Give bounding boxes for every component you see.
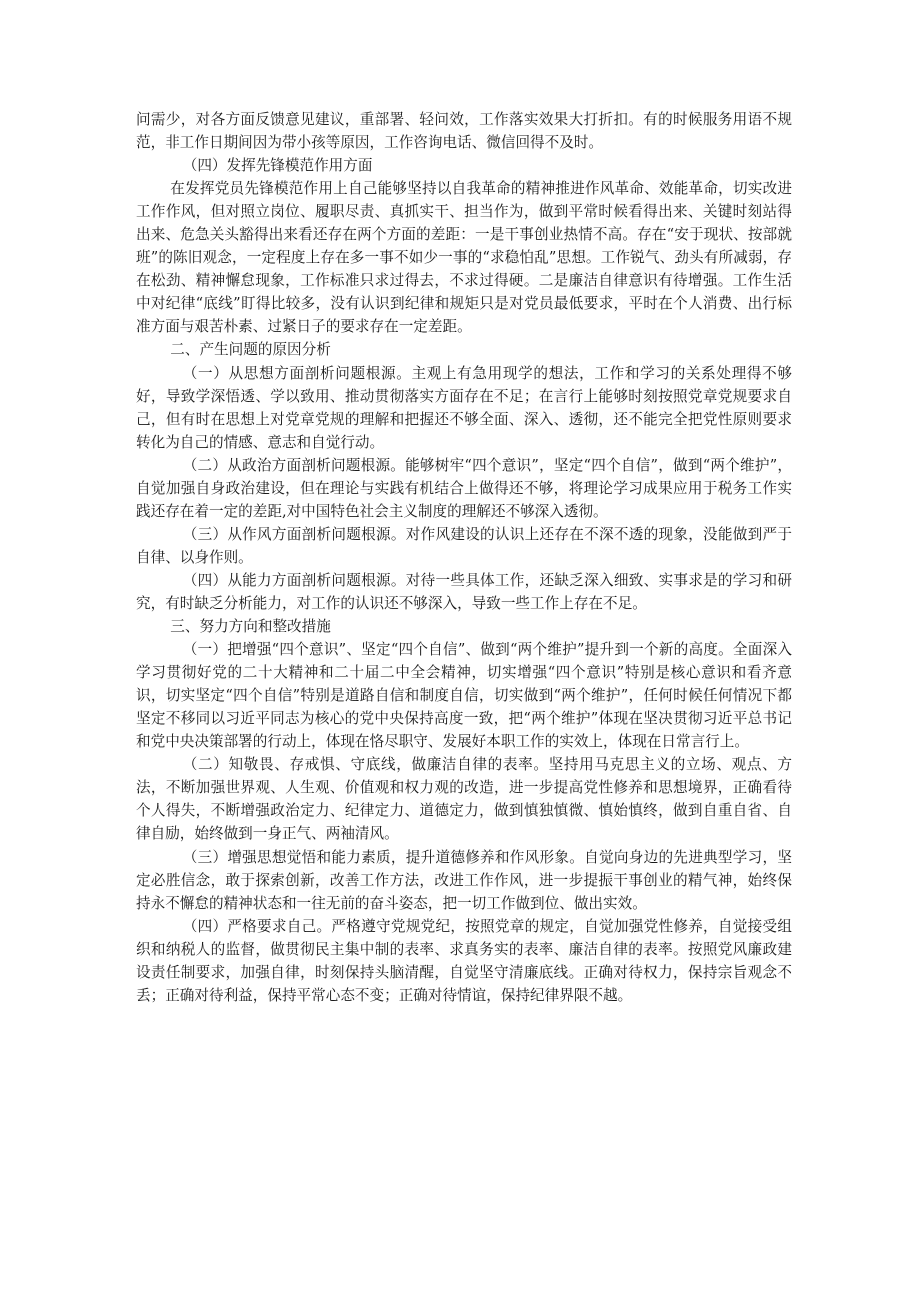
paragraph-measure-3: （三）增强思想觉悟和能力素质，提升道德修养和作风形象。自觉向身边的先进典型学习，坚定必胜信念，敢于探索创新，改善工作方法，改进工作作风，进一步提振干事创业的精气神，始终保持永不懈怠的精神状态和一往无前的奋斗姿态，把一切工作做到位、做出实效。 [136, 848, 792, 912]
section-heading-measures: 三、努力方向和整改措施 [170, 618, 331, 636]
paragraph-cause-politics: （二）从政治方面剖析问题根源。能够树牢“四个意识”，坚定“四个自信”，做到“两个维护”，自觉加强自身政治建设，但在理论与实践有机结合上做得还不够，将理论学习成果应用于税务工作实践还存在着一定的差距,对中国特色社会主义制度的理解还不够深入透彻。 [136, 456, 792, 520]
section-subheading-vanguard-role: （四）发挥先锋模范作用方面 [182, 157, 373, 175]
paragraph-cause-work-style: （三）从作风方面剖析问题根源。对作风建设的认识上还存在不深不透的现象，没能做到严于自律、以身作则。 [136, 525, 792, 566]
paragraph-measure-4: （四）严格要求自己。严格遵守党规党纪，按照党章的规定，自觉加强党性修养，自觉接受组织和纳税人的监督，做贯彻民主集中制的表率、求真务实的表率、廉洁自律的表率。按照党风廉政建设责任制要求，加强自律，时刻保持头脑清醒，自觉坚守清廉底线。正确对待权力，保持宗旨观念不丢；正确对待利益，保持平常心态不变；正确对待情谊，保持纪律界限不越。 [136, 917, 792, 1004]
paragraph-measure-2: （二）知敬畏、存戒惧、守底线，做廉洁自律的表率。坚持用马克思主义的立场、观点、方法，不断加强世界观、人生观、价值观和权力观的改造，进一步提高党性修养和思想境界，正确看待个人得失，不断增强政治定力、纪律定力、道德定力，做到慎独慎微、慎始慎终，做到自重自省、自律自励，始终做到一身正气、两袖清风。 [136, 756, 792, 843]
document-body [136, 108, 792, 1007]
paragraph-continuation: 问需少，对各方面反馈意见建议，重部署、轻问效，工作落实效果大打折扣。有的时候服务用语不规范，非工作日期间因为带小孩等原因，工作咨询电话、微信回得不及时。 [136, 111, 792, 152]
paragraph-vanguard-role: 在发挥党员先锋模范作用上自己能够坚持以自我革命的精神推进作风革命、效能革命，切实改进工作作风，但对照立岗位、履职尽责、真抓实干、担当作为，做到平常时候看得出来、关键时刻站得出来、危急关头豁得出来看还存在两个方面的差距：一是干事创业热情不高。存在“安于现状、按部就班”的陈旧观念，一定程度上存在多一事不如少一事的“求稳怕乱”思想。工作锐气、劲头有所减弱，存在松劲、精神懈怠现象，工作标准只求过得去，不求过得硬。二是廉洁自律意识有待增强。工作生活中对纪律“底线”盯得比较多，没有认识到纪律和规矩只是对党员最低要求，平时在个人消费、出行标准方面与艰苦朴素、过紧日子的要求存在一定差距。 [136, 180, 792, 336]
section-heading-causes: 二、产生问题的原因分析 [170, 341, 331, 359]
paragraph-measure-1: （一）把增强“四个意识”、坚定“四个自信”、做到“两个维护”提升到一个新的高度。全面深入学习贯彻好党的二十大精神和二十届二中全会精神，切实增强“四个意识”特别是核心意识和看齐意识，切实坚定“四个自信”特别是道路自信和制度自信，切实做到“两个维护”，任何时候任何情况下都坚定不移同以习近平同志为核心的党中央保持高度一致，把“两个维护”体现在坚决贯彻习近平总书记和党中央决策部署的行动上，体现在恪尽职守、发展好本职工作的实效上，体现在日常言行上。 [136, 641, 792, 751]
paragraph-cause-ability: （四）从能力方面剖析问题根源。对待一些具体工作，还缺乏深入细致、实事求是的学习和研究，有时缺乏分析能力，对工作的认识还不够深入，导致一些工作上存在不足。 [136, 571, 792, 612]
paragraph-cause-ideology: （一）从思想方面剖析问题根源。主观上有急用现学的想法，工作和学习的关系处理得不够好，导致学深悟透、学以致用、推动贯彻落实方面存在不足；在言行上能够时刻按照党章党规要求自己，但有时在思想上对党章党规的理解和把握还不够全面、深入、透彻，还不能完全把党性原则要求转化为自己的情感、意志和自觉行动。 [136, 364, 792, 451]
